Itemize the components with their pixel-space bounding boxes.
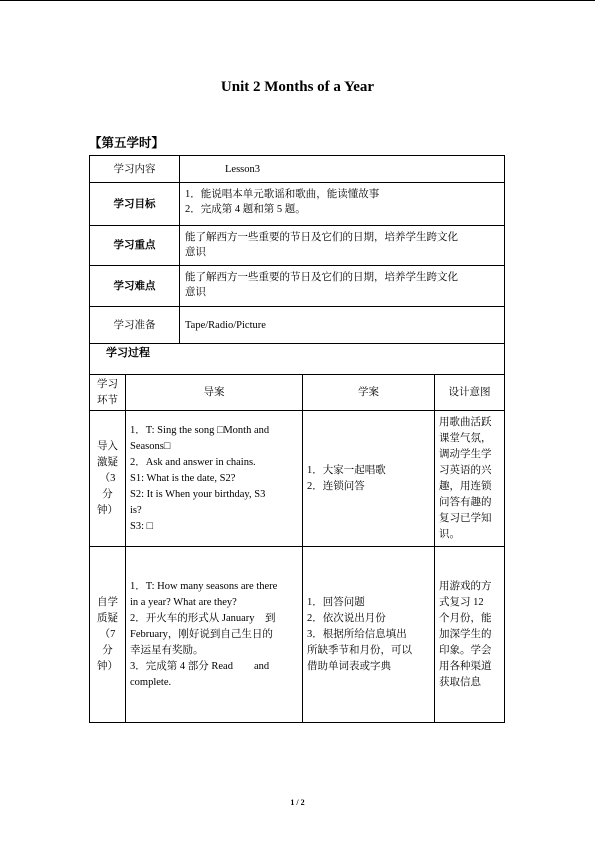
plan-line: 2．连锁问答	[307, 480, 365, 492]
objective-value	[179, 182, 505, 225]
key-line: 能了解西方一些重要的节日及它们的日期，培养学生跨文化	[185, 232, 458, 243]
guide-line: 2．Ask and answer in chains.	[130, 456, 256, 468]
guide-line: February，刚好说到自己生日的	[130, 628, 273, 640]
content-label: 学习内容	[89, 155, 179, 182]
prep-label: 学习准备	[89, 306, 179, 343]
guide-cell	[125, 410, 302, 546]
document-title: Unit 2 Months of a Year	[220, 79, 375, 95]
intent-header: 设计意图	[434, 374, 505, 410]
intent-line: 问答有趣的	[439, 496, 492, 508]
intent-cell	[434, 410, 505, 546]
process-label: 学习过程	[89, 343, 505, 374]
guide-line: Seasons□	[130, 440, 171, 452]
guide-line: complete.	[130, 676, 172, 688]
period-heading: 【第五学时】	[89, 136, 165, 150]
intent-line: 识。	[439, 528, 460, 540]
plan-line: 借助单词表或字典	[307, 660, 391, 672]
guide-line: 3．完成第 4 部分 Read and	[130, 660, 270, 672]
plan-line: 所缺季节和月份，可以	[307, 644, 412, 656]
intent-line: 用各种渠道	[439, 660, 492, 672]
key-value	[179, 225, 505, 265]
plan-cell	[302, 410, 434, 546]
content-value: Lesson3	[179, 155, 505, 182]
key-line: 意识	[185, 247, 206, 258]
guide-line: in a year? What are they?	[130, 596, 237, 608]
intent-line: 印象。学会	[439, 644, 492, 656]
guide-line: 1．T: Sing the song □Month and	[130, 424, 270, 436]
key-label: 学习重点	[89, 225, 179, 265]
intent-line: 式复习 12	[439, 596, 484, 608]
difficulty-line: 意识	[185, 287, 206, 298]
objective-label: 学习目标	[89, 182, 179, 225]
guide-line: S2: It is When your birthday, S3	[130, 488, 266, 500]
plan-line: 1．回答问题	[307, 596, 365, 608]
guide-header: 导案	[125, 374, 302, 410]
plan-line: 2．依次说出月份	[307, 612, 386, 624]
intent-line: 用游戏的方	[439, 580, 492, 592]
intent-line: 加深学生的	[439, 628, 492, 640]
intent-cell	[434, 546, 505, 723]
intent-line: 个月份，能	[439, 612, 492, 624]
difficulty-line: 能了解西方一些重要的节日及它们的日期，培养学生跨文化	[185, 272, 458, 283]
guide-cell	[125, 546, 302, 723]
guide-line: is?	[130, 504, 142, 516]
intent-line: 获取信息	[439, 676, 481, 688]
intent-line: 趣，用连锁	[439, 480, 492, 492]
plan-cell	[302, 546, 434, 723]
intent-line: 调动学生学	[439, 448, 492, 460]
objective-line: 2．完成第 4 题和第 5 题。	[185, 204, 306, 215]
plan-header: 学案	[302, 374, 434, 410]
page-top-rule	[0, 0, 595, 1]
intent-line: 习英语的兴	[439, 464, 492, 476]
objective-line: 1．能说唱本单元歌谣和歌曲，能读懂故事	[185, 189, 380, 200]
guide-line: S1: What is the date, S2?	[130, 472, 236, 484]
intent-line: 复习已学知	[439, 512, 492, 524]
stage-header: 学习 环节	[89, 374, 125, 410]
difficulty-value	[179, 265, 505, 306]
guide-line: S3: □	[130, 520, 153, 532]
stage-cell: 导入 激疑 （3 分 钟）	[89, 410, 125, 546]
stage-cell: 自学 质疑 （7 分 钟）	[89, 546, 125, 723]
plan-line: 1．大家一起唱歌	[307, 464, 386, 476]
intent-line: 用歌曲活跃	[439, 416, 492, 428]
intent-line: 课堂气氛，	[439, 432, 492, 444]
page-number: 1 / 2	[290, 798, 305, 807]
guide-line: 1．T: How many seasons are there	[130, 580, 278, 592]
guide-line: 2．开火车的形式从 January 到	[130, 612, 276, 624]
guide-line: 幸运星有奖励。	[130, 644, 204, 656]
plan-line: 3．根据所给信息填出	[307, 628, 407, 640]
difficulty-label: 学习难点	[89, 265, 179, 306]
prep-value: Tape/Radio/Picture	[179, 306, 505, 343]
